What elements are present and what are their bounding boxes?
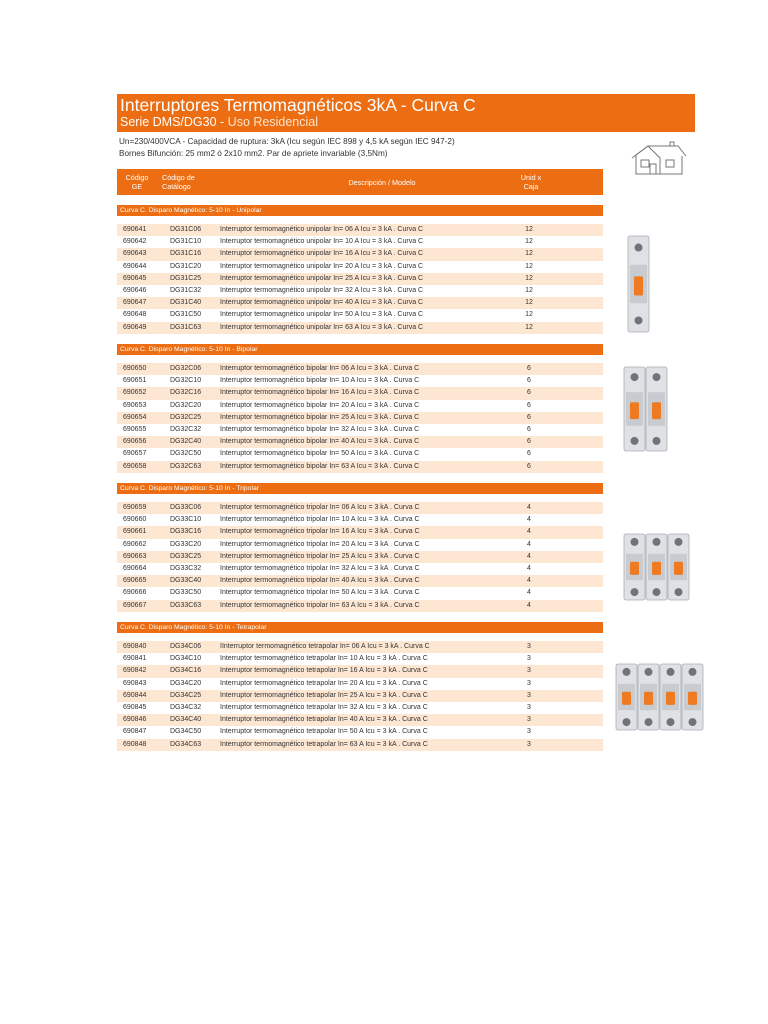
cell-descripcion: Interruptor termomagnético bipolar In= 40 A Icu = 3 kA . Curva C bbox=[220, 438, 420, 446]
table-row bbox=[117, 690, 603, 702]
cell-codigo-catalogo: DG31C20 bbox=[170, 262, 202, 270]
cell-unid-caja: 6 bbox=[527, 425, 531, 433]
cell-descripcion: Interruptor termomagnético tripolar In= 16 A Icu = 3 kA . Curva C bbox=[220, 528, 420, 536]
cell-codigo-catalogo: DG34C50 bbox=[170, 728, 202, 736]
cell-codigo-catalogo: DG33C25 bbox=[170, 552, 202, 560]
cell-codigo-ge: 690666 bbox=[123, 589, 147, 597]
cell-codigo-ge: 690649 bbox=[123, 323, 147, 331]
cell-codigo-ge: 690841 bbox=[123, 655, 147, 663]
column-header-descripcion: Descripción / Modelo bbox=[348, 177, 416, 187]
table-row bbox=[117, 236, 603, 248]
cell-unid-caja: 4 bbox=[527, 540, 531, 548]
cell-codigo-catalogo: DG31C63 bbox=[170, 323, 202, 331]
cell-descripcion: Interruptor termomagnético tripolar In= 32 A Icu = 3 kA . Curva C bbox=[220, 564, 420, 572]
cell-codigo-ge: 690848 bbox=[123, 740, 147, 748]
cell-codigo-catalogo: DG32C40 bbox=[170, 438, 202, 446]
header-banner bbox=[117, 94, 695, 132]
cell-codigo-catalogo: DG32C20 bbox=[170, 401, 202, 409]
table-row bbox=[117, 273, 603, 285]
cell-codigo-catalogo: DG31C32 bbox=[170, 286, 202, 294]
cell-unid-caja: 4 bbox=[527, 577, 531, 585]
cell-unid-caja: 3 bbox=[527, 716, 531, 724]
cell-codigo-ge: 690657 bbox=[123, 450, 147, 458]
spec-line-1: Un=230/400VCA - Capacidad de ruptura: 3kA (Icu según IEC 898 y 4,5 kA según IEC 947-2) bbox=[119, 137, 455, 146]
cell-unid-caja: 4 bbox=[527, 516, 531, 524]
cell-codigo-ge: 690664 bbox=[123, 564, 147, 572]
table-row bbox=[117, 412, 603, 424]
bipolar-breaker-image bbox=[620, 365, 678, 453]
cell-codigo-ge: 690650 bbox=[123, 365, 147, 372]
cell-codigo-catalogo: DG34C10 bbox=[170, 655, 202, 663]
cell-codigo-ge: 690651 bbox=[123, 377, 147, 385]
table-row bbox=[117, 641, 603, 653]
section-header: Curva C. Disparo Magnético: 5-10 In - Tetrapolar bbox=[117, 622, 603, 633]
cell-codigo-catalogo: DG33C06 bbox=[170, 504, 202, 511]
cell-codigo-ge: 690660 bbox=[123, 516, 147, 524]
page-subtitle bbox=[120, 115, 318, 129]
cell-unid-caja: 12 bbox=[525, 250, 533, 258]
cell-descripcion: Interruptor termomagnético bipolar In= 63 A Icu = 3 kA . Curva C bbox=[220, 462, 420, 470]
cell-descripcion: Interruptor termomagnético unipolar In= 20 A Icu = 3 kA . Curva C bbox=[220, 262, 424, 270]
cell-unid-caja: 6 bbox=[527, 413, 531, 421]
tripolar-breaker-image bbox=[620, 532, 700, 602]
cell-unid-caja: 3 bbox=[527, 691, 531, 699]
table-row bbox=[117, 678, 603, 690]
table-row bbox=[117, 665, 603, 677]
cell-unid-caja: 3 bbox=[527, 643, 531, 650]
cell-codigo-catalogo: DG32C10 bbox=[170, 377, 202, 385]
cell-descripcion: Interruptor termomagnético bipolar In= 25 A Icu = 3 kA . Curva C bbox=[220, 413, 420, 421]
cell-codigo-catalogo: DG33C50 bbox=[170, 589, 202, 597]
table-section bbox=[117, 622, 603, 751]
cell-unid-caja: 12 bbox=[525, 238, 533, 246]
cell-unid-caja: 3 bbox=[527, 728, 531, 736]
table-row bbox=[117, 285, 603, 297]
table-row bbox=[117, 539, 603, 551]
table-row bbox=[117, 702, 603, 714]
cell-codigo-ge: 690647 bbox=[123, 299, 147, 307]
subtitle-series: Serie DMS/DG30 - bbox=[120, 115, 228, 129]
table-row bbox=[117, 563, 603, 575]
cell-codigo-catalogo: DG33C32 bbox=[170, 564, 202, 572]
cell-unid-caja: 6 bbox=[527, 389, 531, 397]
cell-codigo-catalogo: DG32C25 bbox=[170, 413, 202, 421]
cell-codigo-catalogo: DG31C06 bbox=[170, 226, 202, 233]
cell-descripcion: Interruptor termomagnético bipolar In= 16 A Icu = 3 kA . Curva C bbox=[220, 389, 420, 397]
cell-unid-caja: 4 bbox=[527, 589, 531, 597]
cell-codigo-ge: 690656 bbox=[123, 438, 147, 446]
cell-unid-caja: 6 bbox=[527, 365, 531, 372]
cell-descripcion: Interruptor termomagnético unipolar In= 10 A Icu = 3 kA . Curva C bbox=[220, 238, 424, 246]
column-header-unid-caja: Unid x Caja bbox=[520, 173, 542, 191]
cell-descripcion: Interruptor termomagnético bipolar In= 10 A Icu = 3 kA . Curva C bbox=[220, 377, 420, 385]
cell-unid-caja: 4 bbox=[527, 564, 531, 572]
cell-unid-caja: 12 bbox=[525, 286, 533, 294]
table-row bbox=[117, 363, 603, 375]
cell-codigo-ge: 690645 bbox=[123, 274, 147, 282]
cell-codigo-catalogo: DG34C16 bbox=[170, 667, 202, 675]
table-header bbox=[117, 169, 603, 195]
cell-codigo-catalogo: DG33C16 bbox=[170, 528, 202, 536]
cell-descripcion: Interruptor termomagnético unipolar In= 50 A Icu = 3 kA . Curva C bbox=[220, 311, 424, 319]
cell-descripcion: Interruptor termomagnético tetrapolar In= 10 A Icu = 3 kA . Curva C bbox=[220, 655, 428, 663]
table-row bbox=[117, 261, 603, 273]
cell-descripcion: Interruptor termomagnético bipolar In= 06 A Icu = 3 kA . Curva C bbox=[220, 365, 420, 372]
cell-unid-caja: 3 bbox=[527, 667, 531, 675]
cell-codigo-catalogo: DG34C40 bbox=[170, 716, 202, 724]
cell-codigo-ge: 690843 bbox=[123, 679, 147, 687]
cell-descripcion: Interruptor termomagnético tripolar In= 63 A Icu = 3 kA . Curva C bbox=[220, 601, 420, 609]
cell-codigo-catalogo: DG31C16 bbox=[170, 250, 202, 258]
cell-unid-caja: 12 bbox=[525, 262, 533, 270]
cell-codigo-ge: 690847 bbox=[123, 728, 147, 736]
table-row bbox=[117, 387, 603, 399]
cell-unid-caja: 4 bbox=[527, 601, 531, 609]
cell-codigo-catalogo: DG33C10 bbox=[170, 516, 202, 524]
cell-unid-caja: 12 bbox=[525, 311, 533, 319]
column-header-codigo-catalogo: Código de Catálogo bbox=[162, 173, 195, 191]
cell-unid-caja: 4 bbox=[527, 528, 531, 536]
cell-codigo-catalogo: DG33C20 bbox=[170, 540, 202, 548]
table-row bbox=[117, 375, 603, 387]
cell-descripcion: Interruptor termomagnético tripolar In= 25 A Icu = 3 kA . Curva C bbox=[220, 552, 420, 560]
cell-descripcion: Interruptor termomagnético tetrapolar In= 63 A Icu = 3 kA . Curva C bbox=[220, 740, 428, 748]
cell-codigo-ge: 690658 bbox=[123, 462, 147, 470]
cell-descripcion: Interruptor termomagnético unipolar In= 16 A Icu = 3 kA . Curva C bbox=[220, 250, 424, 258]
table-row bbox=[117, 461, 603, 473]
cell-codigo-ge: 690662 bbox=[123, 540, 147, 548]
cell-codigo-ge: 690644 bbox=[123, 262, 147, 270]
cell-descripcion: Interruptor termomagnético tetrapolar In= 16 A Icu = 3 kA . Curva C bbox=[220, 667, 428, 675]
subtitle-use: Uso Residencial bbox=[227, 115, 318, 129]
cell-descripcion: Interruptor termomagnético unipolar In= 40 A Icu = 3 kA . Curva C bbox=[220, 299, 424, 307]
cell-unid-caja: 12 bbox=[525, 323, 533, 331]
cell-unid-caja: 6 bbox=[527, 401, 531, 409]
table-row bbox=[117, 600, 603, 612]
cell-codigo-ge: 690655 bbox=[123, 425, 147, 433]
section-header: Curva C. Disparo Magnético: 5-10 In - Tripolar bbox=[117, 483, 603, 494]
cell-descripcion: Interruptor termomagnético tetrapolar In= 25 A Icu = 3 kA . Curva C bbox=[220, 691, 428, 699]
cell-descripcion: Interruptor termomagnético unipolar In= 06 A Icu = 3 kA . Curva C bbox=[220, 226, 424, 233]
cell-codigo-ge: 690846 bbox=[123, 716, 147, 724]
cell-codigo-ge: 690643 bbox=[123, 250, 147, 258]
cell-descripcion: Interruptor termomagnético bipolar In= 20 A Icu = 3 kA . Curva C bbox=[220, 401, 420, 409]
house-icon bbox=[630, 140, 688, 176]
cell-descripcion: Interruptor termomagnético tetrapolar In= 50 A Icu = 3 kA . Curva C bbox=[220, 728, 428, 736]
cell-descripcion: Interruptor termomagnético tetrapolar In= 20 A Icu = 3 kA . Curva C bbox=[220, 679, 428, 687]
cell-unid-caja: 3 bbox=[527, 679, 531, 687]
table-row bbox=[117, 448, 603, 460]
cell-codigo-catalogo: DG34C20 bbox=[170, 679, 202, 687]
cell-descripcion: Interruptor termomagnético unipolar In= 63 A Icu = 3 kA . Curva C bbox=[220, 323, 424, 331]
cell-codigo-catalogo: DG34C25 bbox=[170, 691, 202, 699]
cell-codigo-ge: 690667 bbox=[123, 601, 147, 609]
cell-descripcion: Interruptor termomagnético tripolar In= 40 A Icu = 3 kA . Curva C bbox=[220, 577, 420, 585]
table-section bbox=[117, 344, 603, 473]
section-header: Curva C. Disparo Magnético: 5-10 In - Unipolar bbox=[117, 205, 603, 216]
cell-descripcion: Interruptor termomagnético unipolar In= 32 A Icu = 3 kA . Curva C bbox=[220, 286, 424, 294]
cell-descripcion: IInterruptor termomagnético tetrapolar In= 06 A Icu = 3 kA . Curva C bbox=[220, 643, 430, 650]
table-section bbox=[117, 483, 603, 612]
cell-codigo-catalogo: DG34C06 bbox=[170, 643, 202, 650]
cell-unid-caja: 3 bbox=[527, 703, 531, 711]
cell-codigo-catalogo: DG33C63 bbox=[170, 601, 202, 609]
cell-codigo-ge: 690840 bbox=[123, 643, 147, 650]
cell-codigo-ge: 690642 bbox=[123, 238, 147, 246]
table-row bbox=[117, 653, 603, 665]
cell-unid-caja: 4 bbox=[527, 552, 531, 560]
cell-unid-caja: 6 bbox=[527, 462, 531, 470]
cell-codigo-catalogo: DG33C40 bbox=[170, 577, 202, 585]
cell-descripcion: Interruptor termomagnético tripolar In= 06 A Icu = 3 kA . Curva C bbox=[220, 504, 420, 511]
specifications bbox=[119, 136, 455, 159]
cell-codigo-catalogo: DG31C40 bbox=[170, 299, 202, 307]
table-row bbox=[117, 514, 603, 526]
table-row bbox=[117, 248, 603, 260]
cell-descripcion: Interruptor termomagnético unipolar In= 25 A Icu = 3 kA . Curva C bbox=[220, 274, 424, 282]
cell-codigo-catalogo: DG31C25 bbox=[170, 274, 202, 282]
column-header-codigo-ge: Código GE bbox=[125, 173, 149, 191]
cell-descripcion: Interruptor termomagnético bipolar In= 32 A Icu = 3 kA . Curva C bbox=[220, 425, 420, 433]
cell-codigo-catalogo: DG34C63 bbox=[170, 740, 202, 748]
cell-codigo-catalogo: DG31C10 bbox=[170, 238, 202, 246]
cell-codigo-catalogo: DG32C06 bbox=[170, 365, 202, 372]
table-section bbox=[117, 205, 603, 334]
cell-codigo-ge: 690652 bbox=[123, 389, 147, 397]
table-row bbox=[117, 726, 603, 738]
table-row bbox=[117, 526, 603, 538]
cell-codigo-catalogo: DG32C63 bbox=[170, 462, 202, 470]
cell-codigo-ge: 690646 bbox=[123, 286, 147, 294]
cell-descripcion: Interruptor termomagnético tetrapolar In= 40 A Icu = 3 kA . Curva C bbox=[220, 716, 428, 724]
cell-codigo-ge: 690641 bbox=[123, 226, 147, 233]
page-title: Interruptores Termomagnéticos 3kA - Curva C bbox=[120, 95, 476, 115]
cell-codigo-ge: 690648 bbox=[123, 311, 147, 319]
cell-codigo-ge: 690844 bbox=[123, 691, 147, 699]
cell-codigo-ge: 690653 bbox=[123, 401, 147, 409]
table-row bbox=[117, 436, 603, 448]
cell-codigo-ge: 690665 bbox=[123, 577, 147, 585]
cell-codigo-catalogo: DG32C50 bbox=[170, 450, 202, 458]
cell-unid-caja: 6 bbox=[527, 377, 531, 385]
cell-codigo-ge: 690659 bbox=[123, 504, 147, 511]
unipolar-breaker-image bbox=[624, 234, 660, 334]
cell-codigo-ge: 690842 bbox=[123, 667, 147, 675]
cell-unid-caja: 3 bbox=[527, 740, 531, 748]
table-row bbox=[117, 400, 603, 412]
cell-descripcion: Interruptor termomagnético bipolar In= 50 A Icu = 3 kA . Curva C bbox=[220, 450, 420, 458]
cell-codigo-ge: 690654 bbox=[123, 413, 147, 421]
table-row bbox=[117, 322, 603, 334]
section-header: Curva C. Disparo Magnético: 5-10 In - Bipolar bbox=[117, 344, 603, 355]
table-row bbox=[117, 575, 603, 587]
table-row bbox=[117, 224, 603, 236]
cell-unid-caja: 12 bbox=[525, 274, 533, 282]
cell-unid-caja: 12 bbox=[525, 299, 533, 307]
cell-codigo-ge: 690845 bbox=[123, 703, 147, 711]
table-row bbox=[117, 587, 603, 599]
table-row bbox=[117, 309, 603, 321]
cell-unid-caja: 4 bbox=[527, 504, 531, 511]
cell-descripcion: Interruptor termomagnético tripolar In= 10 A Icu = 3 kA . Curva C bbox=[220, 516, 420, 524]
table-row bbox=[117, 424, 603, 436]
cell-codigo-catalogo: DG34C32 bbox=[170, 703, 202, 711]
cell-codigo-catalogo: DG31C50 bbox=[170, 311, 202, 319]
table-row bbox=[117, 297, 603, 309]
cell-codigo-catalogo: DG32C16 bbox=[170, 389, 202, 397]
table-row bbox=[117, 739, 603, 751]
cell-descripcion: Interruptor termomagnético tripolar In= 20 A Icu = 3 kA . Curva C bbox=[220, 540, 420, 548]
table-row bbox=[117, 502, 603, 514]
table-row bbox=[117, 714, 603, 726]
cell-unid-caja: 6 bbox=[527, 438, 531, 446]
cell-descripcion: Interruptor termomagnético tetrapolar In= 32 A Icu = 3 kA . Curva C bbox=[220, 703, 428, 711]
cell-codigo-ge: 690663 bbox=[123, 552, 147, 560]
cell-codigo-ge: 690661 bbox=[123, 528, 147, 536]
spec-line-2: Bornes Bifunción: 25 mm2 ó 2x10 mm2. Par de apriete invariable (3,5Nm) bbox=[119, 148, 388, 158]
cell-unid-caja: 3 bbox=[527, 655, 531, 663]
cell-codigo-catalogo: DG32C32 bbox=[170, 425, 202, 433]
cell-unid-caja: 6 bbox=[527, 450, 531, 458]
cell-descripcion: Interruptor termomagnético tripolar In= 50 A Icu = 3 kA . Curva C bbox=[220, 589, 420, 597]
table-row bbox=[117, 551, 603, 563]
tetrapolar-breaker-image bbox=[612, 662, 714, 732]
cell-unid-caja: 12 bbox=[525, 226, 533, 233]
